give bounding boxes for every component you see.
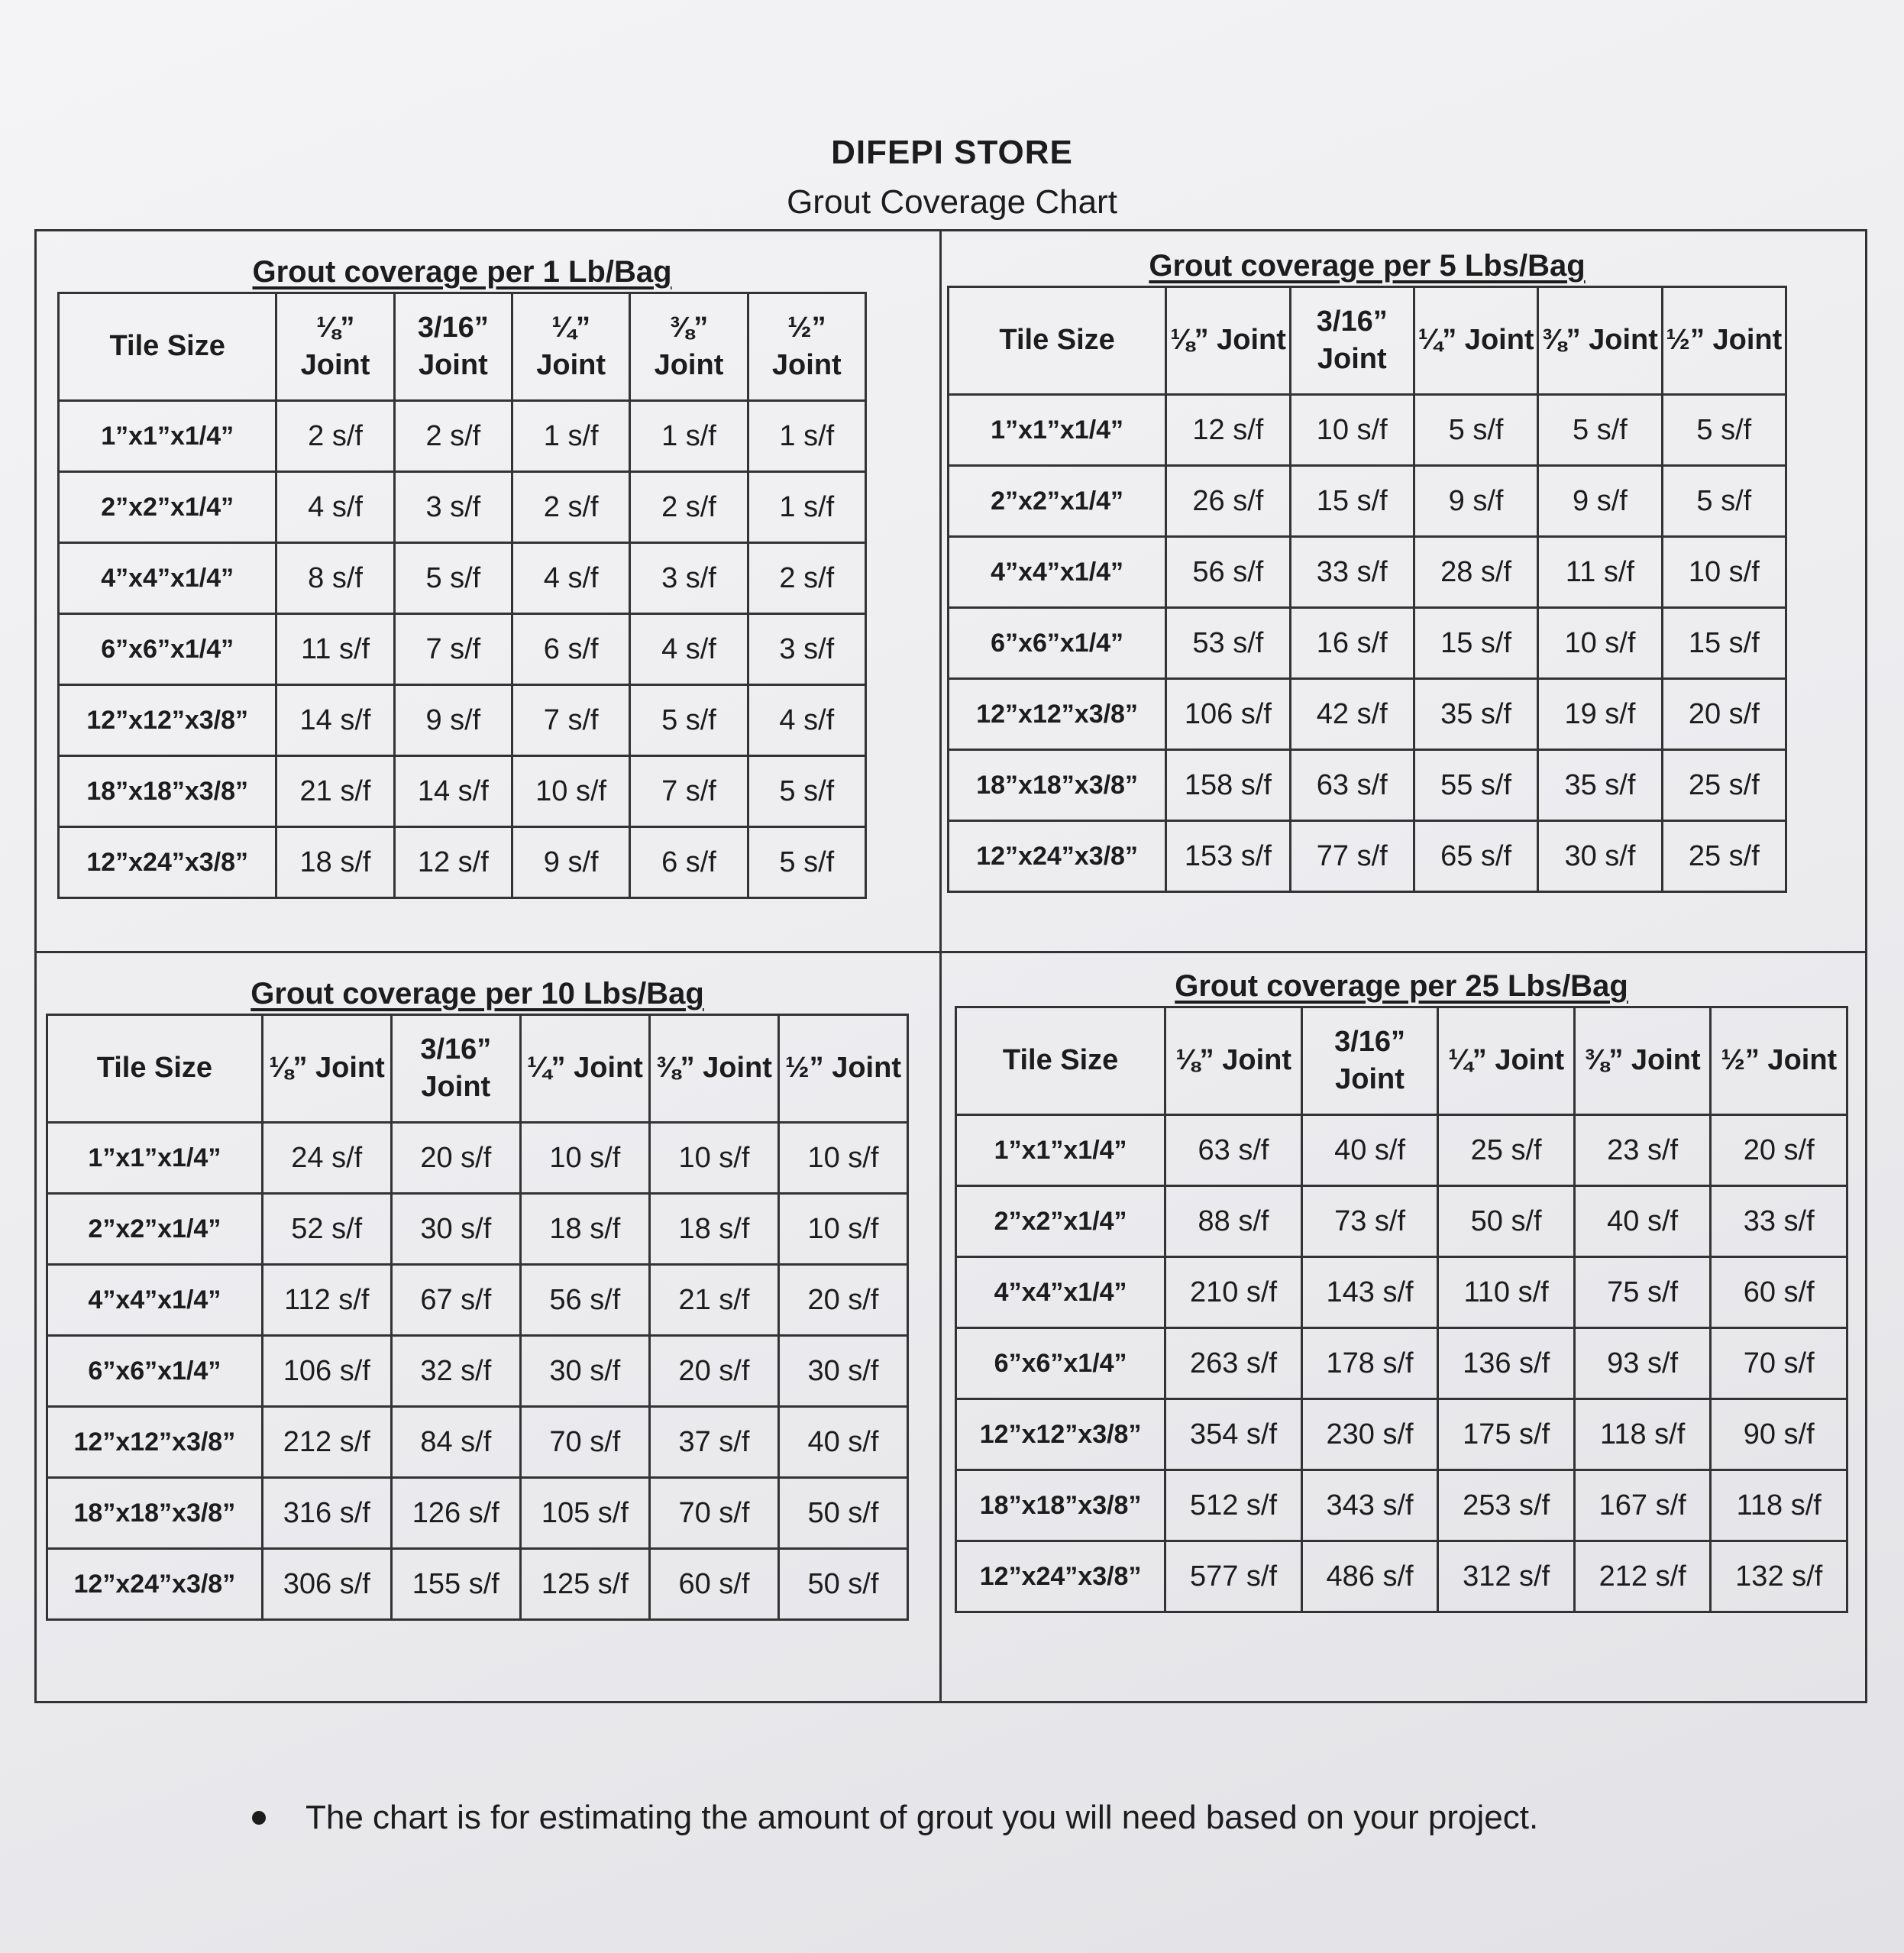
panel-title: Grout coverage per 10 Lbs/Bag (251, 977, 704, 1010)
coverage-cell: 26 s/f (1166, 466, 1290, 537)
table-row (59, 401, 866, 472)
coverage-cell: 56 s/f (1166, 537, 1290, 608)
header-row (949, 287, 1786, 395)
tile-size-cell: 12”x12”x3/8” (956, 1399, 1165, 1470)
coverage-cell: 306 s/f (262, 1549, 391, 1620)
coverage-cell: 55 s/f (1414, 750, 1537, 821)
chart-title: Grout Coverage Chart (787, 183, 1117, 221)
column-header-joint: ⅛” Joint (1166, 287, 1290, 395)
coverage-cell: 125 s/f (520, 1549, 649, 1620)
coverage-cell: 12 s/f (1166, 395, 1290, 466)
table-row (59, 543, 866, 614)
column-header-tile-size: Tile Size (956, 1007, 1165, 1115)
tile-size-cell: 2”x2”x1/4” (956, 1186, 1165, 1257)
column-header-joint: ¼” Joint (1438, 1007, 1575, 1115)
coverage-cell: 3 s/f (748, 614, 865, 685)
tile-size-cell: 6”x6”x1/4” (59, 614, 276, 685)
column-header-joint: ½” Joint (778, 1015, 907, 1123)
coverage-cell: 10 s/f (1662, 537, 1786, 608)
coverage-cell: 37 s/f (649, 1407, 778, 1478)
coverage-cell: 5 s/f (748, 827, 865, 898)
coverage-cell: 486 s/f (1301, 1541, 1438, 1612)
table-row (949, 750, 1786, 821)
table-row (59, 756, 866, 827)
column-header-tile-size: Tile Size (59, 293, 276, 401)
table-row (956, 1470, 1847, 1541)
coverage-cell: 10 s/f (1290, 395, 1414, 466)
coverage-cell: 84 s/f (391, 1407, 520, 1478)
table-row (949, 537, 1786, 608)
tile-size-cell: 18”x18”x3/8” (47, 1478, 263, 1549)
coverage-cell: 3 s/f (630, 543, 748, 614)
footer-note (252, 1799, 1538, 1837)
table-row (47, 1265, 908, 1336)
coverage-cell: 25 s/f (1662, 750, 1786, 821)
coverage-cell: 153 s/f (1166, 821, 1290, 892)
column-header-joint: ⅛” Joint (1165, 1007, 1302, 1115)
coverage-cell: 20 s/f (778, 1265, 907, 1336)
column-header-tile-size: Tile Size (47, 1015, 263, 1123)
tile-size-cell: 18”x18”x3/8” (59, 756, 276, 827)
tile-size-cell: 1”x1”x1/4” (949, 395, 1166, 466)
coverage-cell: 5 s/f (1538, 395, 1662, 466)
coverage-cell: 11 s/f (1538, 537, 1662, 608)
coverage-table (947, 286, 1787, 893)
panel-title: Grout coverage per 25 Lbs/Bag (1175, 969, 1628, 1003)
table-row (47, 1407, 908, 1478)
coverage-cell: 60 s/f (1711, 1257, 1847, 1328)
coverage-cell: 10 s/f (512, 756, 630, 827)
column-header-joint: ½” Joint (1662, 287, 1786, 395)
coverage-cell: 2 s/f (394, 401, 512, 472)
column-header-joint: ½” Joint (748, 293, 865, 401)
coverage-cell: 7 s/f (630, 756, 748, 827)
coverage-cell: 3 s/f (394, 472, 512, 543)
bullet-icon (252, 1811, 266, 1825)
footer-note-text: The chart is for estimating the amount of grout you will need based on your project. (305, 1799, 1539, 1836)
tile-size-cell: 12”x24”x3/8” (949, 821, 1166, 892)
panel-25lbs (955, 966, 1848, 1613)
tile-size-cell: 6”x6”x1/4” (956, 1328, 1165, 1399)
coverage-cell: 5 s/f (1414, 395, 1537, 466)
coverage-cell: 1 s/f (748, 472, 865, 543)
coverage-cell: 7 s/f (512, 685, 630, 756)
column-header-joint: ¼” Joint (512, 293, 630, 401)
coverage-cell: 30 s/f (520, 1336, 649, 1407)
table-row (949, 395, 1786, 466)
coverage-cell: 15 s/f (1414, 608, 1537, 679)
table-row (59, 827, 866, 898)
table-row (956, 1328, 1847, 1399)
coverage-cell: 56 s/f (520, 1265, 649, 1336)
coverage-cell: 40 s/f (1574, 1186, 1711, 1257)
coverage-cell: 230 s/f (1301, 1399, 1438, 1470)
table-row (949, 466, 1786, 537)
coverage-cell: 18 s/f (649, 1194, 778, 1265)
coverage-cell: 53 s/f (1166, 608, 1290, 679)
tile-size-cell: 12”x24”x3/8” (59, 827, 276, 898)
coverage-cell: 253 s/f (1438, 1470, 1575, 1541)
coverage-cell: 18 s/f (276, 827, 394, 898)
coverage-cell: 10 s/f (649, 1123, 778, 1194)
coverage-cell: 70 s/f (649, 1478, 778, 1549)
coverage-cell: 50 s/f (1438, 1186, 1575, 1257)
table-row (949, 679, 1786, 750)
coverage-cell: 88 s/f (1165, 1186, 1302, 1257)
coverage-cell: 93 s/f (1574, 1328, 1711, 1399)
table-row (956, 1257, 1847, 1328)
coverage-cell: 52 s/f (262, 1194, 391, 1265)
column-header-tile-size: Tile Size (949, 287, 1166, 395)
tile-size-cell: 12”x12”x3/8” (59, 685, 276, 756)
coverage-cell: 42 s/f (1290, 679, 1414, 750)
coverage-cell: 354 s/f (1165, 1399, 1302, 1470)
coverage-cell: 210 s/f (1165, 1257, 1302, 1328)
table-row (47, 1336, 908, 1407)
coverage-cell: 9 s/f (394, 685, 512, 756)
coverage-cell: 136 s/f (1438, 1328, 1575, 1399)
tile-size-cell: 4”x4”x1/4” (949, 537, 1166, 608)
coverage-cell: 67 s/f (391, 1265, 520, 1336)
tile-size-cell: 2”x2”x1/4” (47, 1194, 263, 1265)
tile-size-cell: 4”x4”x1/4” (47, 1265, 263, 1336)
coverage-cell: 18 s/f (520, 1194, 649, 1265)
column-header-joint: ¼” Joint (1414, 287, 1537, 395)
coverage-cell: 73 s/f (1301, 1186, 1438, 1257)
panel-title: Grout coverage per 1 Lb/Bag (252, 255, 672, 289)
coverage-cell: 5 s/f (1662, 395, 1786, 466)
column-header-joint: 3/16” Joint (394, 293, 512, 401)
column-header-joint: ¼” Joint (520, 1015, 649, 1123)
coverage-cell: 2 s/f (748, 543, 865, 614)
coverage-cell: 10 s/f (1538, 608, 1662, 679)
coverage-cell: 19 s/f (1538, 679, 1662, 750)
coverage-cell: 10 s/f (778, 1194, 907, 1265)
table-row (956, 1541, 1847, 1612)
column-header-joint: ⅛” Joint (262, 1015, 391, 1123)
panel-5lbs (947, 246, 1787, 893)
tile-size-cell: 12”x12”x3/8” (47, 1407, 263, 1478)
coverage-cell: 50 s/f (778, 1478, 907, 1549)
coverage-cell: 10 s/f (778, 1123, 907, 1194)
coverage-cell: 65 s/f (1414, 821, 1537, 892)
coverage-cell: 4 s/f (512, 543, 630, 614)
tile-size-cell: 1”x1”x1/4” (956, 1115, 1165, 1186)
coverage-cell: 6 s/f (512, 614, 630, 685)
vertical-divider (939, 229, 942, 1703)
tile-size-cell: 1”x1”x1/4” (47, 1123, 263, 1194)
coverage-cell: 5 s/f (394, 543, 512, 614)
coverage-cell: 15 s/f (1290, 466, 1414, 537)
coverage-cell: 7 s/f (394, 614, 512, 685)
table-row (956, 1186, 1847, 1257)
coverage-cell: 175 s/f (1438, 1399, 1575, 1470)
coverage-cell: 21 s/f (276, 756, 394, 827)
coverage-cell: 23 s/f (1574, 1115, 1711, 1186)
coverage-cell: 1 s/f (630, 401, 748, 472)
coverage-cell: 28 s/f (1414, 537, 1537, 608)
column-header-joint: ½” Joint (1711, 1007, 1847, 1115)
coverage-cell: 316 s/f (262, 1478, 391, 1549)
tile-size-cell: 4”x4”x1/4” (59, 543, 276, 614)
coverage-cell: 30 s/f (1538, 821, 1662, 892)
store-name: DIFEPI STORE (831, 134, 1073, 171)
header-row (47, 1015, 908, 1123)
tile-size-cell: 1”x1”x1/4” (59, 401, 276, 472)
coverage-cell: 21 s/f (649, 1265, 778, 1336)
coverage-cell: 10 s/f (520, 1123, 649, 1194)
table-row (59, 614, 866, 685)
coverage-cell: 5 s/f (1662, 466, 1786, 537)
coverage-cell: 4 s/f (276, 472, 394, 543)
column-header-joint: 3/16” Joint (1290, 287, 1414, 395)
panel-1lb (57, 252, 867, 899)
column-header-joint: ⅜” Joint (630, 293, 748, 401)
coverage-cell: 33 s/f (1290, 537, 1414, 608)
coverage-cell: 155 s/f (391, 1549, 520, 1620)
coverage-cell: 20 s/f (1662, 679, 1786, 750)
coverage-cell: 158 s/f (1166, 750, 1290, 821)
coverage-cell: 14 s/f (394, 756, 512, 827)
coverage-cell: 63 s/f (1165, 1115, 1302, 1186)
coverage-cell: 118 s/f (1574, 1399, 1711, 1470)
coverage-cell: 9 s/f (1414, 466, 1537, 537)
coverage-cell: 63 s/f (1290, 750, 1414, 821)
coverage-cell: 167 s/f (1574, 1470, 1711, 1541)
coverage-cell: 2 s/f (630, 472, 748, 543)
column-header-joint: 3/16” Joint (1301, 1007, 1438, 1115)
coverage-cell: 126 s/f (391, 1478, 520, 1549)
tile-size-cell: 6”x6”x1/4” (47, 1336, 263, 1407)
coverage-cell: 212 s/f (262, 1407, 391, 1478)
coverage-cell: 263 s/f (1165, 1328, 1302, 1399)
coverage-table (46, 1014, 909, 1621)
tile-size-cell: 12”x24”x3/8” (956, 1541, 1165, 1612)
coverage-cell: 8 s/f (276, 543, 394, 614)
coverage-cell: 6 s/f (630, 827, 748, 898)
coverage-cell: 132 s/f (1711, 1541, 1847, 1612)
coverage-cell: 143 s/f (1301, 1257, 1438, 1328)
coverage-cell: 112 s/f (262, 1265, 391, 1336)
coverage-cell: 106 s/f (262, 1336, 391, 1407)
column-header-joint: ⅜” Joint (1538, 287, 1662, 395)
coverage-cell: 212 s/f (1574, 1541, 1711, 1612)
tile-size-cell: 4”x4”x1/4” (956, 1257, 1165, 1328)
table-row (949, 821, 1786, 892)
table-row (956, 1399, 1847, 1470)
table-row (949, 608, 1786, 679)
coverage-cell: 75 s/f (1574, 1257, 1711, 1328)
coverage-cell: 25 s/f (1662, 821, 1786, 892)
table-row (47, 1478, 908, 1549)
coverage-cell: 30 s/f (778, 1336, 907, 1407)
coverage-cell: 512 s/f (1165, 1470, 1302, 1541)
coverage-cell: 15 s/f (1662, 608, 1786, 679)
column-header-joint: ⅛” Joint (276, 293, 394, 401)
coverage-cell: 90 s/f (1711, 1399, 1847, 1470)
coverage-cell: 105 s/f (520, 1478, 649, 1549)
table-row (59, 685, 866, 756)
coverage-cell: 40 s/f (1301, 1115, 1438, 1186)
coverage-cell: 2 s/f (276, 401, 394, 472)
coverage-cell: 20 s/f (1711, 1115, 1847, 1186)
table-row (59, 472, 866, 543)
header-row (956, 1007, 1847, 1115)
coverage-cell: 35 s/f (1538, 750, 1662, 821)
column-header-joint: ⅜” Joint (649, 1015, 778, 1123)
coverage-table (57, 292, 867, 899)
coverage-cell: 77 s/f (1290, 821, 1414, 892)
table-row (47, 1549, 908, 1620)
coverage-cell: 33 s/f (1711, 1186, 1847, 1257)
table-row (956, 1115, 1847, 1186)
tile-size-cell: 12”x12”x3/8” (949, 679, 1166, 750)
horizontal-divider (34, 951, 1867, 953)
tile-size-cell: 2”x2”x1/4” (59, 472, 276, 543)
coverage-cell: 11 s/f (276, 614, 394, 685)
coverage-cell: 9 s/f (512, 827, 630, 898)
coverage-cell: 343 s/f (1301, 1470, 1438, 1541)
panel-title: Grout coverage per 5 Lbs/Bag (1149, 249, 1586, 283)
coverage-table (955, 1006, 1848, 1613)
coverage-cell: 24 s/f (262, 1123, 391, 1194)
coverage-cell: 12 s/f (394, 827, 512, 898)
coverage-cell: 60 s/f (649, 1549, 778, 1620)
coverage-cell: 106 s/f (1166, 679, 1290, 750)
tile-size-cell: 18”x18”x3/8” (956, 1470, 1165, 1541)
coverage-cell: 70 s/f (1711, 1328, 1847, 1399)
coverage-cell: 32 s/f (391, 1336, 520, 1407)
panel-10lbs (46, 974, 909, 1621)
coverage-cell: 14 s/f (276, 685, 394, 756)
coverage-cell: 20 s/f (649, 1336, 778, 1407)
coverage-cell: 9 s/f (1538, 466, 1662, 537)
table-row (47, 1123, 908, 1194)
coverage-cell: 5 s/f (748, 756, 865, 827)
coverage-cell: 118 s/f (1711, 1470, 1847, 1541)
coverage-cell: 4 s/f (748, 685, 865, 756)
tile-size-cell: 12”x24”x3/8” (47, 1549, 263, 1620)
coverage-cell: 25 s/f (1438, 1115, 1575, 1186)
coverage-cell: 16 s/f (1290, 608, 1414, 679)
tile-size-cell: 18”x18”x3/8” (949, 750, 1166, 821)
tile-size-cell: 6”x6”x1/4” (949, 608, 1166, 679)
header-row (59, 293, 866, 401)
column-header-joint: 3/16” Joint (391, 1015, 520, 1123)
coverage-cell: 5 s/f (630, 685, 748, 756)
coverage-cell: 4 s/f (630, 614, 748, 685)
coverage-cell: 312 s/f (1438, 1541, 1575, 1612)
coverage-cell: 50 s/f (778, 1549, 907, 1620)
coverage-cell: 577 s/f (1165, 1541, 1302, 1612)
coverage-cell: 178 s/f (1301, 1328, 1438, 1399)
column-header-joint: ⅜” Joint (1574, 1007, 1711, 1115)
coverage-cell: 1 s/f (512, 401, 630, 472)
coverage-cell: 35 s/f (1414, 679, 1537, 750)
table-row (47, 1194, 908, 1265)
coverage-cell: 110 s/f (1438, 1257, 1575, 1328)
coverage-cell: 30 s/f (391, 1194, 520, 1265)
tile-size-cell: 2”x2”x1/4” (949, 466, 1166, 537)
coverage-cell: 40 s/f (778, 1407, 907, 1478)
coverage-cell: 20 s/f (391, 1123, 520, 1194)
coverage-cell: 1 s/f (748, 401, 865, 472)
coverage-cell: 70 s/f (520, 1407, 649, 1478)
coverage-cell: 2 s/f (512, 472, 630, 543)
